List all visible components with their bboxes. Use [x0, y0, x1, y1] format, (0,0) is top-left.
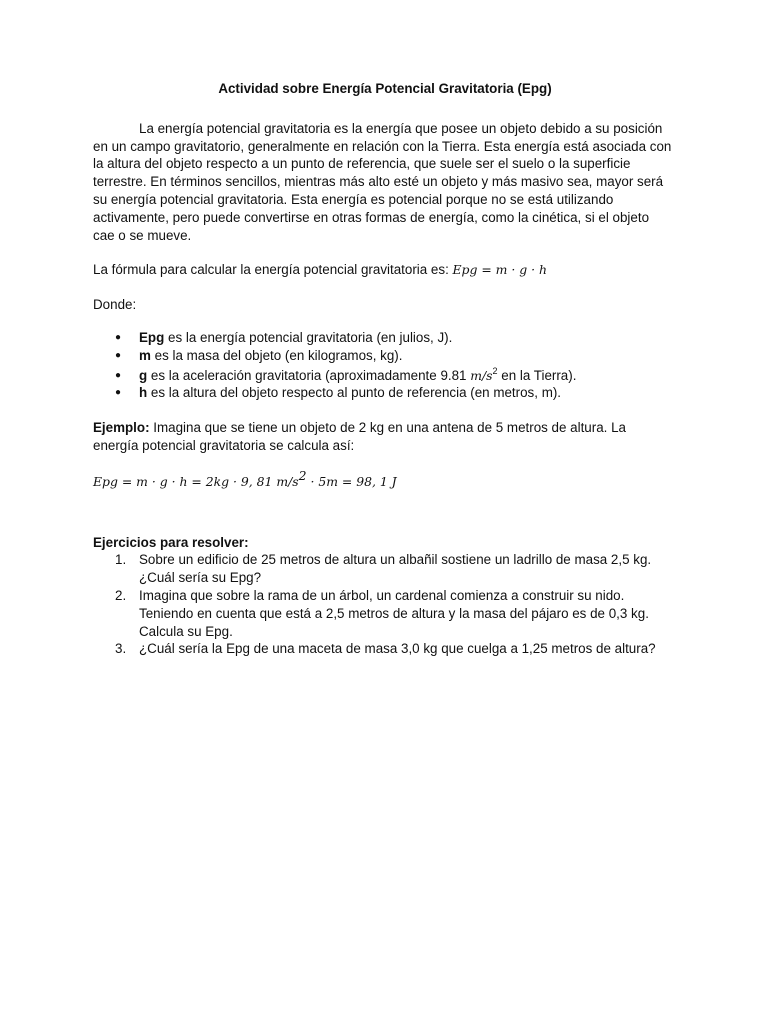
definitions-list — [93, 329, 673, 402]
exercises-section — [93, 534, 673, 659]
bullet-icon: ● — [115, 331, 122, 343]
definition-text: es la altura del objeto respecto al punto de referencia (en metros, m). — [147, 385, 562, 401]
example-paragraph — [93, 419, 673, 455]
definition-term: h — [139, 385, 148, 401]
definition-item-epg — [93, 329, 673, 347]
exercise-number: 2. — [115, 587, 127, 603]
definition-item-m — [93, 347, 673, 365]
exercise-text: Imagina que sobre la rama de un árbol, un cardenal comienza a construir su nido. Teniendo en cuenta que está a 2,5 metros de altura y la masa del pájaro es de 0,3 kg. Calcula su Epg. — [139, 587, 649, 639]
intro-paragraph: La energía potencial gravitatoria es la energía que posee un objeto debido a su posición en un campo gravitatorio, generalmente en relación con la Tierra. Esta energía está asociada con la altura del objeto respecto a un punto de referencia, que suele ser el suelo o la superficie terrestre. En términos sencillos, mientras más alto esté un objeto y más masivo sea, mayor será su energía potencial gravitatoria. Esta energía es potencial porque no se está utilizando activamente, pero puede convertirse en otras formas de energía, como la cinética, si el objeto cae o se mueve. — [93, 120, 672, 243]
calc-part2: · 5m = 98, 1 J — [306, 473, 397, 489]
definition-text: es la masa del objeto (en kilogramos, kg). — [150, 347, 403, 363]
example-text: Imagina que se tiene un objeto de 2 kg en una antena de 5 metros de altura. La energía potencial gravitatoria se calcula así: — [93, 420, 626, 453]
donde-label: Donde: — [93, 297, 137, 313]
document-content — [93, 80, 673, 658]
definition-text: es la aceleración gravitatoria (aproximadamente 9.81 — [147, 367, 471, 383]
definition-item-g — [93, 367, 673, 385]
definition-term: Epg — [139, 329, 165, 345]
definition-text-after: en la Tierra). — [497, 367, 577, 383]
bullet-icon: ● — [115, 369, 122, 381]
exercise-text: Sobre un edificio de 25 metros de altura un albañil sostiene un ladrillo de masa 2,5 kg. ¿Cuál sería su Epg? — [139, 552, 652, 586]
exercise-item — [93, 551, 673, 587]
formula-paragraph — [93, 261, 673, 279]
exercises-heading-text: Ejercicios para resolver: — [93, 534, 249, 550]
example-calculation — [93, 467, 673, 491]
definition-term: g — [139, 367, 148, 383]
definition-unit: m/s — [470, 367, 493, 383]
exercise-item — [93, 640, 673, 658]
definition-text: es la energía potencial gravitatoria (en julios, J). — [164, 329, 453, 345]
calc-part1: Epg = m · g · h = 2kg · 9, 81 m/s — [93, 473, 299, 489]
example-label: Ejemplo: — [93, 420, 150, 436]
exercises-heading — [93, 534, 673, 552]
exercise-item — [93, 587, 673, 640]
document-title: Actividad sobre Energía Potencial Gravitatoria (Epg) — [218, 81, 552, 96]
exercise-number: 1. — [115, 552, 127, 568]
exercise-number: 3. — [115, 641, 127, 657]
formula-intro-text: La fórmula para calcular la energía potencial gravitatoria es: — [93, 262, 453, 278]
definition-term: m — [139, 347, 151, 363]
calc-exponent: 2 — [298, 467, 307, 483]
formula-math: Epg = m · g · h — [452, 262, 547, 278]
exercises-list — [93, 551, 673, 658]
exercise-text: ¿Cuál sería la Epg de una maceta de masa 3,0 kg que cuelga a 1,25 metros de altura? — [139, 641, 656, 657]
bullet-icon: ● — [115, 349, 122, 361]
bullet-icon: ● — [115, 387, 122, 399]
unit-exponent: 2 — [492, 365, 498, 376]
definition-item-h — [93, 384, 673, 402]
